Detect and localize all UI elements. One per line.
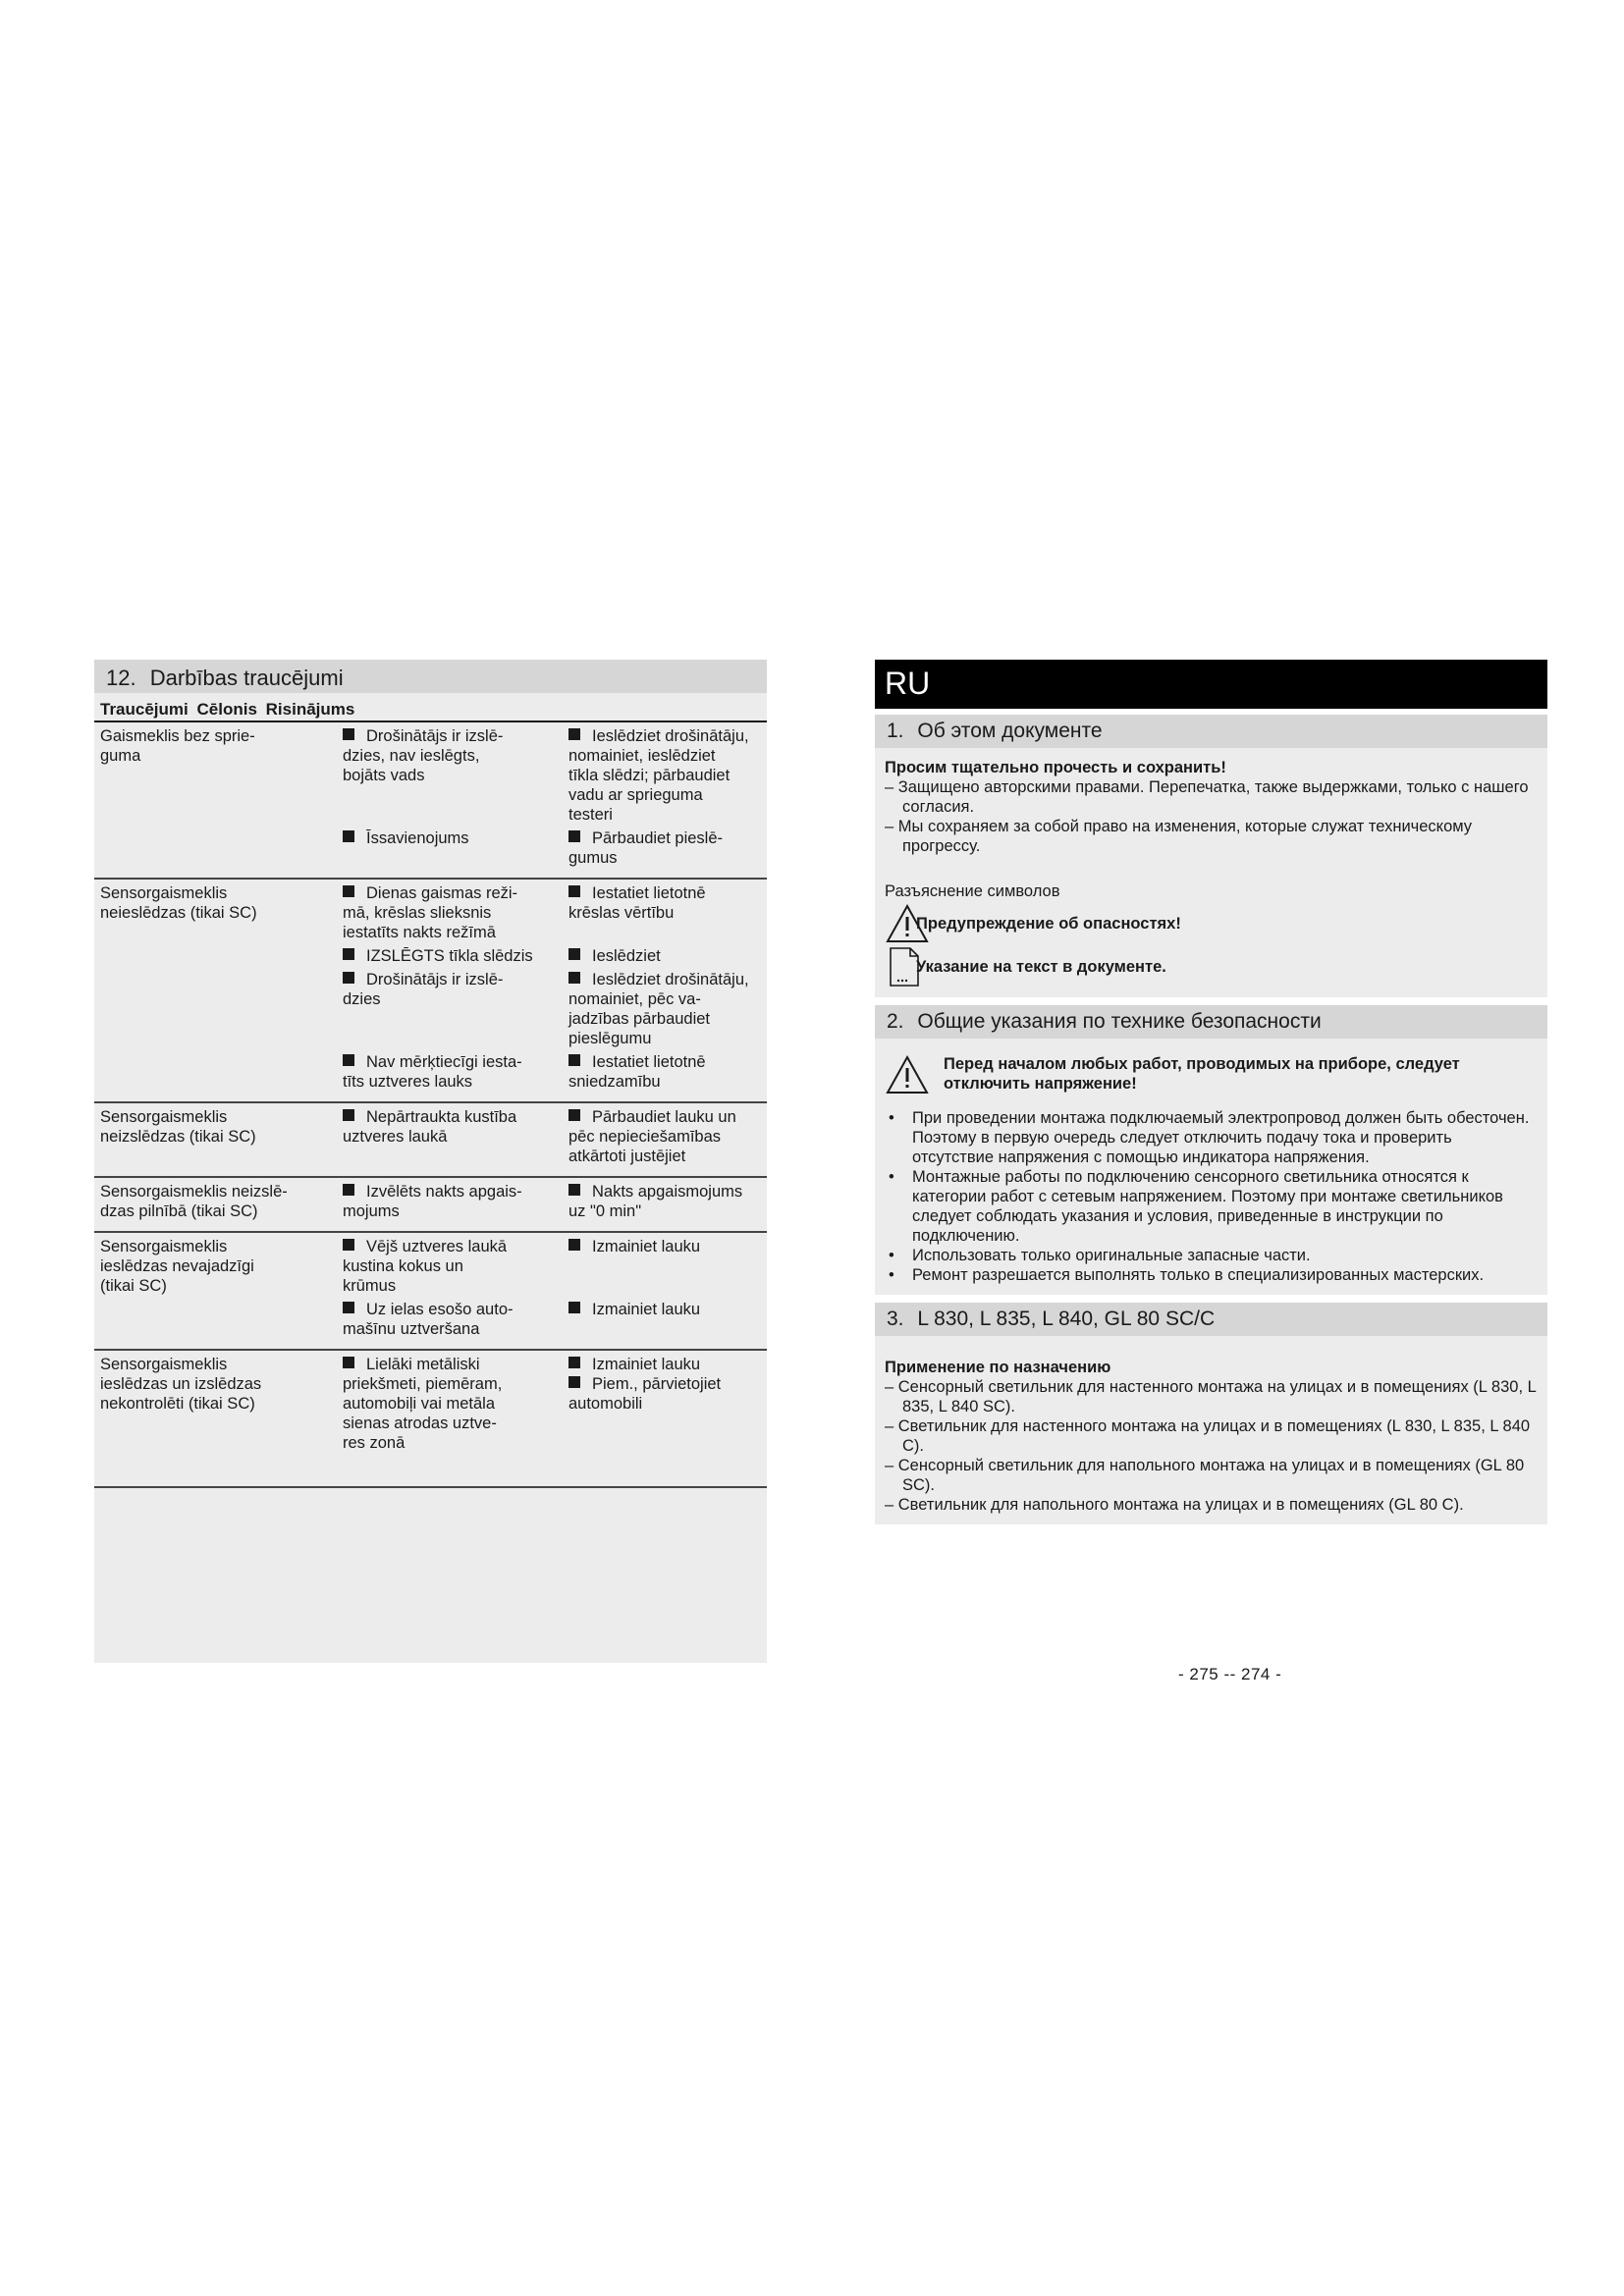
square-bullet-icon xyxy=(343,1109,354,1121)
fix-text: Nakts apgaismojums uz "0 min" xyxy=(568,1183,743,1220)
square-bullet-icon xyxy=(343,728,354,740)
fix-cell xyxy=(561,828,767,868)
section-2-number: 2. xyxy=(887,1010,904,1033)
cause-cell xyxy=(335,883,561,942)
cause-text: Lielāki metāliski priekšmeti, piemēram, automobiļi vai metāla sienas atrodas uztve- res zonā xyxy=(343,1356,503,1452)
safety-warning xyxy=(885,1054,1538,1100)
language-badge: RU xyxy=(875,660,1547,709)
cause-cell xyxy=(335,1182,561,1221)
col-header-fault: Traucējumi xyxy=(100,700,189,719)
section-1 xyxy=(875,715,1547,997)
symbol-reference-row xyxy=(885,946,1538,988)
cause-text: Nav mērķtiecīgi iesta- tīts uztveres lauks xyxy=(343,1053,522,1091)
list-item: – Светильник для напольного монтажа на улицах и в помещениях (GL 80 C). xyxy=(885,1495,1538,1515)
square-bullet-icon xyxy=(343,1054,354,1066)
cause-text: Nepārtraukta kustība uztveres laukā xyxy=(343,1108,517,1146)
fix-text: Pārbaudiet pieslē- gumus xyxy=(568,829,723,867)
document-reference-icon xyxy=(885,946,930,988)
warning-triangle-icon xyxy=(885,903,930,944)
col-header-cause: Cēlonis xyxy=(196,700,257,719)
fix-cell xyxy=(561,970,767,1048)
right-page xyxy=(875,660,1547,1661)
square-bullet-icon xyxy=(568,1376,580,1388)
square-bullet-icon xyxy=(568,948,580,960)
square-bullet-icon xyxy=(343,1357,354,1368)
section-3-header xyxy=(875,1303,1547,1336)
cause-text: Drošinātājs ir izslē- dzies, nav ieslēgts, bojāts vads xyxy=(343,727,504,784)
fix-text: Izmainiet lauku xyxy=(592,1238,701,1255)
square-bullet-icon xyxy=(568,1054,580,1066)
table-header xyxy=(94,693,767,722)
square-bullet-icon xyxy=(568,1302,580,1313)
list-item: • При проведении монтажа подключаемый электропровод должен быть обесточен. Поэтому в первую очередь следует отключить подачу тока и проверить отсутствие напряжения с помощью индикатора напряжения. xyxy=(885,1108,1538,1167)
fix-text: Ieslēdziet xyxy=(592,947,661,965)
cause-text: IZSLĒGTS tīkla slēdzis xyxy=(366,947,533,965)
list-item: – Сенсорный светильник для настенного монтажа на улицах и в помещениях (L 830, L 835, L 840 SC). xyxy=(885,1377,1538,1416)
fix-cell xyxy=(561,883,767,942)
fix-text: Piem., pārvietojiet automobili xyxy=(568,1375,722,1413)
table-row xyxy=(94,1178,767,1233)
fault-cell: Sensorgaismeklis neizslē- dzas pilnībā (tikai SC) xyxy=(100,1183,288,1220)
fault-cell: Sensorgaismeklis ieslēdzas un izslēdzas nekontrolēti (tikai SC) xyxy=(100,1356,262,1413)
troubleshooting-table xyxy=(94,722,767,1488)
table-row xyxy=(94,880,767,1103)
square-bullet-icon xyxy=(568,1239,580,1251)
list-item: • Ремонт разрешается выполнять только в специализированных мастерских. xyxy=(885,1265,1538,1285)
table-row xyxy=(94,1233,767,1351)
cause-text: Izvēlēts nakts apgais- mojums xyxy=(343,1183,522,1220)
warning-symbol-label: Предупреждение об опасностях! xyxy=(916,915,1181,933)
square-bullet-icon xyxy=(568,972,580,984)
cause-cell xyxy=(335,1107,561,1166)
cause-text: Īssavienojums xyxy=(366,829,469,847)
table-row xyxy=(94,1351,767,1488)
list-item: – Мы сохраняем за собой право на изменения, которые служат техническому прогрессу. xyxy=(885,817,1538,856)
fault-cell: Gaismeklis bez sprie- guma xyxy=(100,727,255,765)
section-1-title: Об этом документе xyxy=(917,720,1103,742)
square-bullet-icon xyxy=(568,1184,580,1196)
fix-text: Pārbaudiet lauku un pēc nepieciešamības atkārtoti justējiet xyxy=(568,1108,736,1165)
square-bullet-icon xyxy=(343,885,354,897)
square-bullet-icon xyxy=(568,728,580,740)
square-bullet-icon xyxy=(568,1357,580,1368)
section-3-lead: Применение по назначению xyxy=(885,1359,1111,1376)
fix-text: Iestatiet lietotnē sniedzamību xyxy=(568,1053,706,1091)
square-bullet-icon xyxy=(568,830,580,842)
fix-text: Ieslēdziet drošinātāju, nomainiet, ieslēdziet tīkla slēdzi; pārbaudiet vadu ar sprieguma testeri xyxy=(568,727,749,824)
cause-cell xyxy=(335,946,561,966)
fix-text: Ieslēdziet drošinātāju, nomainiet, pēc va- jadzības pārbaudiet pieslēgumu xyxy=(568,971,749,1047)
section-1-number: 1. xyxy=(887,720,904,742)
col-header-fix: Risinājums xyxy=(265,700,355,719)
section-3-title: L 830, L 835, L 840, GL 80 SC/C xyxy=(917,1308,1216,1330)
section-1-lead: Просим тщательно прочесть и сохранить! xyxy=(885,759,1226,776)
page-numbers: - 275 -- 274 - xyxy=(1178,1665,1282,1683)
square-bullet-icon xyxy=(343,830,354,842)
cause-text: Drošinātājs ir izslē- dzies xyxy=(343,971,504,1008)
cause-cell xyxy=(335,1300,561,1339)
section-title: Darbības traucējumi xyxy=(149,666,344,690)
fix-cell xyxy=(561,1052,767,1092)
fix-cell xyxy=(561,1300,767,1339)
fix-cell xyxy=(561,1374,767,1414)
square-bullet-icon xyxy=(568,885,580,897)
fault-cell: Sensorgaismeklis neieslēdzas (tikai SC) xyxy=(100,884,257,922)
fix-cell xyxy=(561,1107,767,1166)
section-number: 12. xyxy=(106,666,136,690)
symbols-heading: Разъяснение символов xyxy=(885,882,1060,900)
square-bullet-icon xyxy=(568,1109,580,1121)
fix-cell xyxy=(561,1237,767,1296)
section-3-number: 3. xyxy=(887,1308,904,1330)
cause-cell xyxy=(335,828,561,868)
safety-warning-text: Перед началом любых работ, проводимых на приборе, следует отключить напряжение! xyxy=(944,1055,1460,1093)
square-bullet-icon xyxy=(343,1302,354,1313)
fix-text: Izmainiet lauku xyxy=(592,1301,701,1318)
square-bullet-icon xyxy=(343,1184,354,1196)
cause-text: Dienas gaismas reži- mā, krēslas slieksnis iestatīts nakts režīmā xyxy=(343,884,518,941)
section-2 xyxy=(875,1005,1547,1295)
fix-text: Izmainiet lauku xyxy=(592,1356,701,1373)
section-12-header xyxy=(94,660,767,693)
table-row xyxy=(94,1103,767,1178)
section-3 xyxy=(875,1303,1547,1524)
list-item: – Защищено авторскими правами. Перепечатка, также выдержками, только с нашего согласия. xyxy=(885,777,1538,817)
square-bullet-icon xyxy=(343,1239,354,1251)
section-2-title: Общие указания по технике безопасности xyxy=(917,1010,1322,1033)
cause-cell xyxy=(335,726,561,825)
section-2-header xyxy=(875,1005,1547,1039)
warning-triangle-icon xyxy=(885,1054,930,1100)
reference-symbol-label: Указание на текст в документе. xyxy=(916,958,1166,976)
table-row xyxy=(94,722,767,880)
cause-text: Uz ielas esošo auto- mašīnu uztveršana xyxy=(343,1301,514,1338)
list-item: • Использовать только оригинальные запасные части. xyxy=(885,1246,1538,1265)
fix-text: Iestatiet lietotnē krēslas vērtību xyxy=(568,884,706,922)
fix-cell xyxy=(561,946,767,966)
fault-cell: Sensorgaismeklis neizslēdzas (tikai SC) xyxy=(100,1108,256,1146)
fault-cell: Sensorgaismeklis ieslēdzas nevajadzīgi (tikai SC) xyxy=(100,1238,254,1295)
cause-cell xyxy=(335,970,561,1048)
list-item: – Светильник для настенного монтажа на улицах и в помещениях (L 830, L 835, L 840 C). xyxy=(885,1416,1538,1456)
symbol-warning-row xyxy=(885,903,1538,944)
cause-text: Vējš uztveres laukā kustina kokus un krūmus xyxy=(343,1238,508,1295)
fix-cell xyxy=(561,726,767,825)
square-bullet-icon xyxy=(343,972,354,984)
list-item: – Сенсорный светильник для напольного монтажа на улицах и в помещениях (GL 80 SC). xyxy=(885,1456,1538,1495)
section-1-header xyxy=(875,715,1547,748)
fix-cell xyxy=(561,1182,767,1221)
left-page xyxy=(94,660,767,1663)
square-bullet-icon xyxy=(343,948,354,960)
list-item: • Монтажные работы по подключению сенсорного светильника относятся к категории работ с сетевым напряжением. Поэтому при монтаже светильников следует соблюдать указания и условия, приведенные в инструкции по подключению. xyxy=(885,1167,1538,1246)
cause-cell xyxy=(335,1052,561,1092)
cause-cell xyxy=(335,1237,561,1296)
